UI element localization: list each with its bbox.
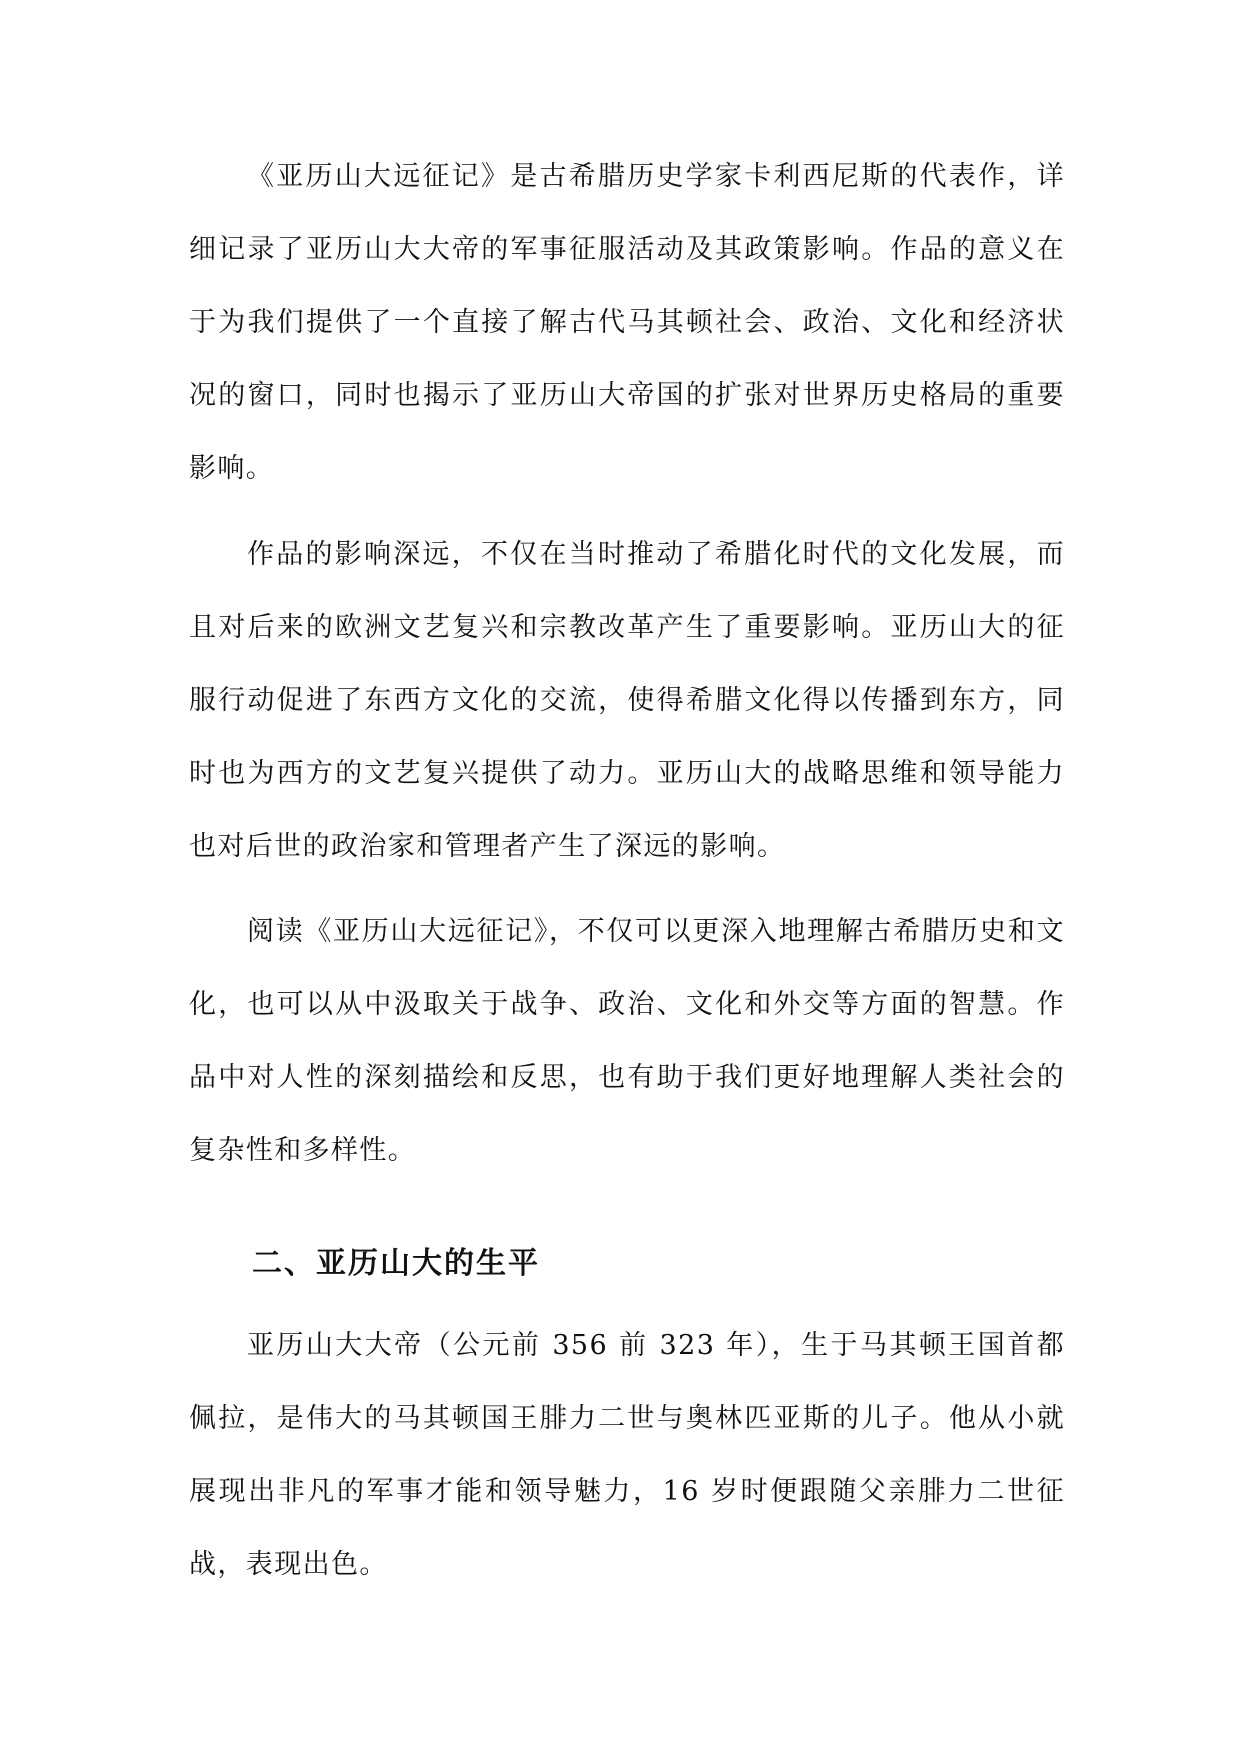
paragraph-biography <box>189 1309 1065 1601</box>
paragraph-significance <box>189 140 1065 505</box>
paragraph-text: 亚历山大大帝（公元前 356 前 323 年），生于马其顿王国首都佩拉，是伟大的马其顿国王腓力二世与奥林匹亚斯的儿子。他从小就展现出非凡的军事才能和领导魅力，16 岁时便跟随父亲腓力二世征战，表现出色。 <box>189 1330 1065 1580</box>
paragraph-text: 《亚历山大远征记》是古希腊历史学家卡利西尼斯的代表作，详细记录了亚历山大大帝的军事征服活动及其政策影响。作品的意义在于为我们提供了一个直接了解古代马其顿社会、政治、文化和经济状况的窗口，同时也揭示了亚历山大帝国的扩张对世界历史格局的重要影响。 <box>189 161 1065 484</box>
section-heading: 二、亚历山大的生平 <box>252 1246 540 1281</box>
paragraph-reading-value <box>189 895 1065 1187</box>
paragraph-influence <box>189 518 1065 883</box>
paragraph-text: 作品的影响深远，不仅在当时推动了希腊化时代的文化发展，而且对后来的欧洲文艺复兴和宗教改革产生了重要影响。亚历山大的征服行动促进了东西方文化的交流，使得希腊文化得以传播到东方，同时也为西方的文艺复兴提供了动力。亚历山大的战略思维和领导能力也对后世的政治家和管理者产生了深远的影响。 <box>189 539 1065 862</box>
paragraph-text: 阅读《亚历山大远征记》，不仅可以更深入地理解古希腊历史和文化，也可以从中汲取关于战争、政治、文化和外交等方面的智慧。作品中对人性的深刻描绘和反思，也有助于我们更好地理解人类社会的复杂性和多样性。 <box>189 916 1065 1166</box>
